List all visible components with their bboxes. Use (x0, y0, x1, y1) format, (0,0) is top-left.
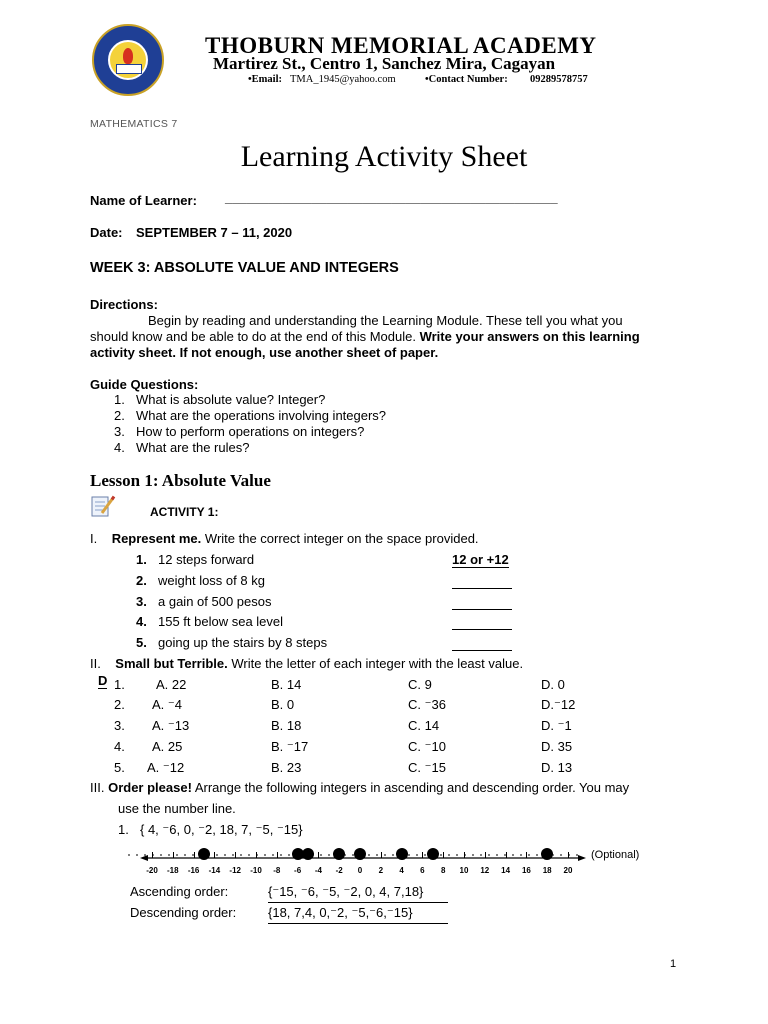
p2-a-3: A. ⁻13 (152, 718, 190, 733)
ascending-label: Ascending order: (130, 884, 229, 899)
date-value: SEPTEMBER 7 – 11, 2020 (136, 225, 293, 240)
p2-c-4: C. ⁻10 (408, 739, 446, 754)
number-line-label: 4 (399, 866, 404, 875)
number-line-label: -14 (208, 866, 221, 875)
p2-b-1: B. 14 (271, 677, 302, 692)
p2-d-2: D.⁻12 (541, 697, 576, 712)
number-line-tick (506, 852, 507, 858)
guide-num-1: 1. (114, 392, 125, 407)
number-line-tick (422, 852, 423, 858)
p2-num-1: 1. (114, 677, 125, 692)
number-line-label: 18 (542, 866, 552, 875)
part1-instruction: Write the correct integer on the space provided. (204, 531, 479, 546)
number-line-label: 14 (501, 866, 511, 875)
descending-answer[interactable]: {18, 7,4, 0,⁻2, ⁻5,⁻6,⁻15} (268, 905, 448, 924)
p1-text-5: going up the stairs by 8 steps (158, 635, 328, 650)
number-line-tick (526, 852, 527, 858)
directions-line1: Begin by reading and understanding the Learning Module. These tell you what you (148, 313, 623, 328)
p2-b-2: B. 0 (271, 697, 295, 712)
p2-b-5: B. 23 (271, 760, 302, 775)
part3-set: { 4, ⁻6, 0, ⁻2, 18, 7, ⁻5, ⁻15} (140, 822, 303, 837)
number-line-tick (194, 852, 195, 858)
p1-text-2: weight loss of 8 kg (158, 573, 265, 588)
directions-line3: activity sheet. If not enough, use another sheet of paper. (90, 345, 439, 360)
p2-a-5: A. ⁻12 (147, 760, 185, 775)
guide-num-3: 3. (114, 424, 125, 439)
guide-item-4: What are the rules? (136, 440, 250, 455)
part2-title: Small but Terrible. (115, 656, 228, 671)
p2-a-1: A. 22 (156, 677, 187, 692)
part3-instruction: Arrange the following integers in ascending and descending order. You may (194, 780, 630, 795)
contact-value: 09289578757 (530, 74, 588, 85)
number-line-label: -8 (273, 866, 281, 875)
directions-label: Directions: (90, 297, 158, 312)
ascending-answer[interactable]: {⁻15, ⁻6, ⁻5, ⁻2, 0, 4, 7,18} (268, 884, 448, 903)
p1-num-5: 5. (136, 635, 147, 650)
p2-a-4: A. 25 (152, 739, 183, 754)
p1-text-1: 12 steps forward (158, 552, 255, 567)
part1-title: Represent me. (111, 531, 202, 546)
number-line-tick (277, 852, 278, 858)
number-line-label: 10 (459, 866, 469, 875)
p2-c-5: C. ⁻15 (408, 760, 446, 775)
page-number: 1 (670, 958, 677, 970)
right-arrow-icon (578, 855, 586, 861)
number-line-tick (318, 852, 319, 858)
number-line-label: -2 (335, 866, 343, 875)
guide-item-1: What is absolute value? Integer? (136, 392, 326, 407)
p1-num-2: 2. (136, 573, 147, 588)
p1-num-1: 1. (136, 552, 147, 567)
email-value: TMA_1945@yahoo.com (290, 74, 396, 85)
descending-label: Descending order: (130, 905, 237, 920)
number-line-label: 20 (563, 866, 573, 875)
number-line-tick (568, 852, 569, 858)
p1-text-3: a gain of 500 pesos (158, 594, 272, 609)
number-line-point (198, 848, 210, 860)
number-line-tick (256, 852, 257, 858)
part2-num: II. (90, 656, 101, 671)
guide-label: Guide Questions: (90, 377, 199, 392)
number-line-point (396, 848, 408, 860)
week-heading: WEEK 3: ABSOLUTE VALUE AND INTEGERS (90, 260, 399, 276)
p2-d-3: D. ⁻1 (541, 718, 572, 733)
directions-line2-bold: Write your answers on this learning (419, 329, 640, 344)
number-line-label: -4 (314, 866, 322, 875)
p1-answer-1[interactable]: 12 or +12 (452, 552, 509, 567)
p2-num-5: 5. (114, 760, 125, 775)
number-line-label: 16 (521, 866, 531, 875)
number-line-tick (214, 852, 215, 858)
number-line-label: -18 (167, 866, 179, 875)
number-line-point (354, 848, 366, 860)
p2-c-1: C. 9 (408, 677, 432, 692)
number-line-label: -12 (229, 866, 241, 875)
learner-label: Name of Learner: (90, 193, 197, 208)
p2-answer-1[interactable]: D (98, 673, 108, 688)
number-line-tick (152, 852, 153, 858)
number-line-label: 6 (420, 866, 425, 875)
date-label: Date: (90, 225, 123, 240)
p1-text-4: 155 ft below sea level (158, 614, 284, 629)
activity-label: ACTIVITY 1: (150, 505, 219, 519)
part3-instruction2: use the number line. (118, 801, 236, 816)
number-line-tick (443, 852, 444, 858)
left-arrow-icon (140, 855, 148, 861)
part2-instruction: Write the letter of each integer with the least value. (231, 656, 524, 671)
p2-b-3: B. 18 (271, 718, 302, 733)
number-line-label: 0 (357, 866, 363, 875)
part3-num: III. (90, 780, 105, 795)
school-address: Martirez St., Centro 1, Sanchez Mira, Cagayan (213, 54, 556, 73)
contact-label: •Contact Number: (425, 74, 508, 85)
p2-d-5: D. 13 (541, 760, 573, 775)
p2-num-2: 2. (114, 697, 125, 712)
directions-line2-plain: should know and be able to do at the end of this Module. (90, 329, 416, 344)
p2-d-1: D. 0 (541, 677, 565, 692)
guide-item-3: How to perform operations on integers? (136, 424, 365, 439)
optional-note: (Optional) (591, 849, 640, 861)
part3-title: Order please! (108, 780, 192, 795)
number-line-label: 8 (440, 866, 446, 875)
p1-num-3: 3. (136, 594, 147, 609)
page-title: Learning Activity Sheet (240, 140, 528, 173)
guide-num-4: 4. (114, 440, 125, 455)
number-line-label: -10 (250, 866, 262, 875)
learner-name-line[interactable]: ______________________________________________ (225, 190, 558, 205)
p2-num-4: 4. (114, 739, 125, 754)
p2-c-3: C. 14 (408, 718, 440, 733)
number-line-label: -6 (294, 866, 302, 875)
number-line-tick (464, 852, 465, 858)
number-line-label: -16 (187, 866, 200, 875)
number-line-tick (235, 852, 236, 858)
number-line-label: -20 (146, 866, 158, 875)
school-name: THOBURN MEMORIAL ACADEMY (205, 33, 597, 58)
guide-num-2: 2. (114, 408, 125, 423)
p2-b-4: B. ⁻17 (271, 739, 309, 754)
p2-num-3: 3. (114, 718, 125, 733)
number-line-tick (485, 852, 486, 858)
p1-num-4: 4. (136, 614, 147, 629)
part3-item-num: 1. (118, 822, 129, 837)
p2-d-4: D. 35 (541, 739, 573, 754)
p2-c-2: C. ⁻36 (408, 697, 446, 712)
subject-label: MATHEMATICS 7 (90, 118, 178, 130)
number-line-point (427, 848, 439, 860)
lesson-heading: Lesson 1: Absolute Value (90, 471, 271, 490)
number-line-tick (381, 852, 382, 858)
number-line-label: 12 (480, 866, 490, 875)
p2-a-2: A. ⁻4 (152, 697, 182, 712)
guide-item-2: What are the operations involving integers? (136, 408, 387, 423)
number-line-tick (173, 852, 174, 858)
email-label: •Email: (248, 74, 283, 85)
number-line-label: 2 (378, 866, 384, 875)
part1-num: I. (90, 531, 98, 546)
number-line-point (302, 848, 314, 860)
